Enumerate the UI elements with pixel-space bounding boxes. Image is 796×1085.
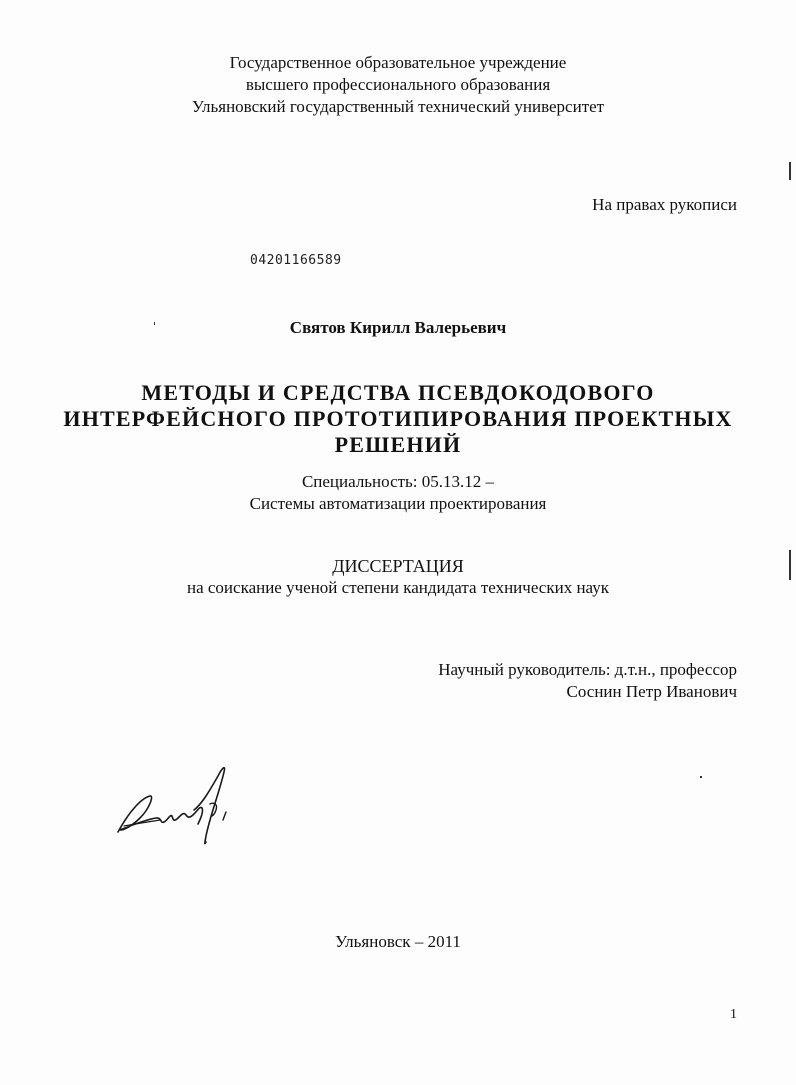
specialty-line-1: Специальность: 05.13.12 – — [301, 472, 495, 491]
signature — [110, 760, 240, 855]
author-name: Святов Кирилл Валерьевич — [289, 318, 507, 337]
dissertation-subtitle: на соискание ученой степени кандидата технических наук — [186, 578, 609, 597]
institution-header — [0, 52, 796, 118]
institution-line-1: Государственное образовательное учреждение — [229, 53, 567, 72]
supervisor-line-2: Соснин Петр Иванович — [566, 682, 737, 701]
title-line-2: ИНТЕРФЕЙСНОГО ПРОТОТИПИРОВАНИЯ ПРОЕКТНЫХ — [63, 406, 733, 431]
scan-dot — [700, 776, 702, 778]
title-line-1: МЕТОДЫ И СРЕДСТВА ПСЕВДОКОДОВОГО — [141, 380, 655, 405]
dissertation-heading: ДИССЕРТАЦИЯ — [332, 556, 464, 576]
scan-edge-mark — [789, 550, 791, 580]
scan-edge-mark — [789, 162, 791, 180]
manuscript-note: На правах рукописи — [592, 195, 737, 214]
page-number: 1 — [730, 1007, 737, 1022]
specialty-block — [0, 471, 796, 515]
supervisor-line-1: Научный руководитель: д.т.н., профессор — [438, 660, 737, 679]
scan-dot — [154, 322, 155, 325]
institution-line-3: Ульяновский государственный технический университет — [191, 97, 605, 116]
institution-line-2: высшего профессионального образования — [245, 75, 551, 94]
title-line-3: РЕШЕНИЙ — [334, 432, 462, 457]
dissertation-block — [0, 555, 796, 599]
dissertation-title — [0, 380, 796, 458]
specialty-line-2: Системы автоматизации проектирования — [249, 494, 547, 513]
place-year: Ульяновск – 2011 — [335, 932, 461, 951]
catalog-number: 04201166589 — [250, 253, 342, 268]
